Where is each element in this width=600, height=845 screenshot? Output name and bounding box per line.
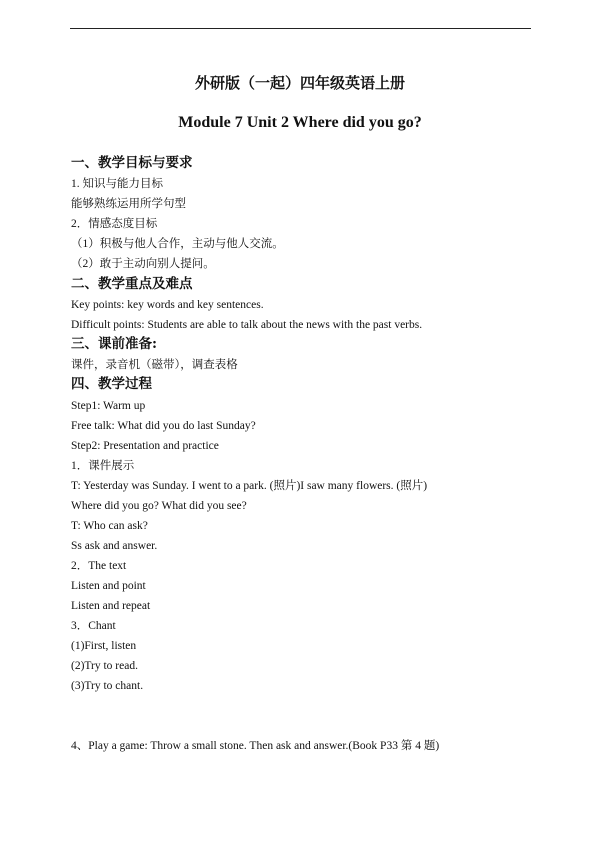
- process-line: T: Yesterday was Sunday. I went to a park. (照片)I saw many flowers. (照片): [71, 480, 428, 492]
- process-line: Where did you go? What did you see?: [71, 500, 247, 512]
- process-line: T: Who can ask?: [71, 520, 148, 532]
- process-line: Step1: Warm up: [71, 400, 146, 412]
- objective-line: 2．情感态度目标: [71, 218, 158, 230]
- process-line: Listen and point: [71, 580, 146, 592]
- objective-line: （1）积极与他人合作，主动与他人交流。: [71, 238, 284, 250]
- section-heading-key-points: 二、教学重点及难点: [71, 276, 193, 292]
- objective-line: 能够熟练运用所学句型: [71, 198, 186, 210]
- process-line: 3．Chant: [71, 620, 116, 632]
- process-line: (3)Try to chant.: [71, 680, 144, 692]
- preparation-line: 课件，录音机（磁带），调查表格: [71, 359, 238, 371]
- difficult-points-line: Difficult points: Students are able to talk about the news with the past verbs.: [71, 319, 423, 331]
- objective-line: 1. 知识与能力目标: [71, 178, 163, 190]
- section-heading-objectives: 一、教学目标与要求: [71, 155, 193, 171]
- document-title-english: Module 7 Unit 2 Where did you go?: [178, 114, 422, 131]
- process-line: 1．课件展示: [71, 460, 135, 472]
- game-instruction-line: 4、Play a game: Throw a small stone. Then ask and answer.(Book P33 第 4 题): [71, 740, 440, 752]
- header-rule: [70, 28, 531, 29]
- objective-line: （2）敢于主动向别人提问。: [71, 258, 215, 270]
- process-line: 2．The text: [71, 560, 127, 572]
- process-line: Listen and repeat: [71, 600, 151, 612]
- section-heading-preparation: 三、课前准备:: [71, 336, 157, 352]
- key-points-line: Key points: key words and key sentences.: [71, 299, 264, 311]
- section-heading-process: 四、教学过程: [71, 376, 152, 392]
- process-line: Step2: Presentation and practice: [71, 440, 219, 452]
- document-title-chinese: 外研版（一起）四年级英语上册: [194, 74, 405, 92]
- process-line: Free talk: What did you do last Sunday?: [71, 420, 256, 432]
- process-line: Ss ask and answer.: [71, 540, 158, 552]
- process-line: (2)Try to read.: [71, 660, 138, 672]
- process-line: (1)First, listen: [71, 640, 137, 652]
